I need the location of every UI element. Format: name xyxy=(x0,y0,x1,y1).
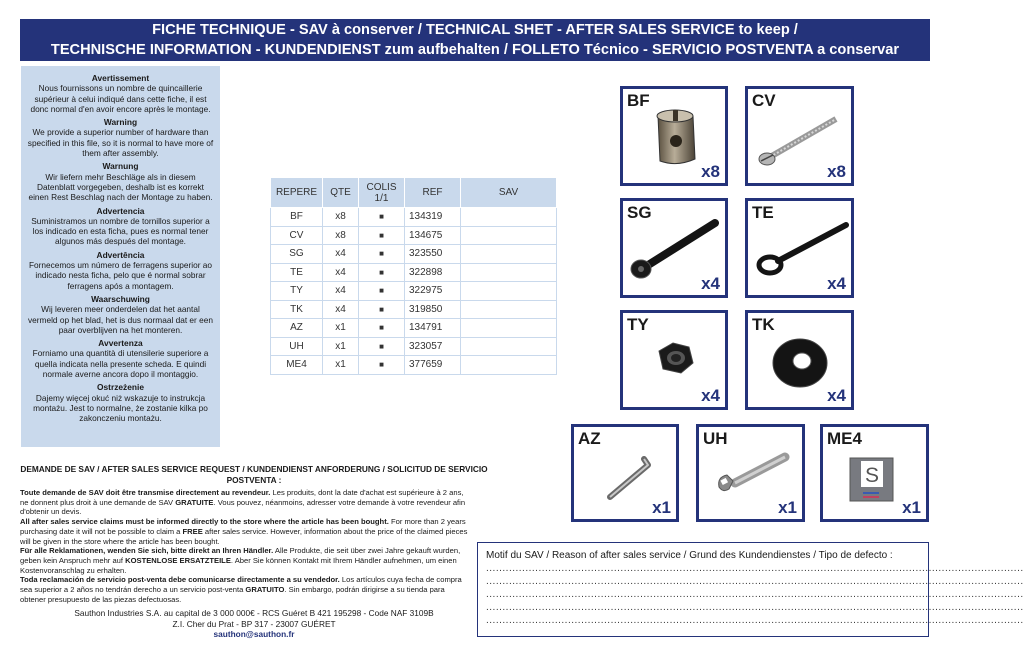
reason-line-2[interactable]: .................................................................................................................................................................... xyxy=(486,576,1024,587)
part-qty: x4 xyxy=(827,274,846,293)
part-qty: x1 xyxy=(902,498,921,517)
company-legal: Sauthon Industries S.A. au capital de 3 000 000€ - RCS Guéret B 421 195298 - Code NAF 3109B xyxy=(74,608,434,618)
cell-sav[interactable] xyxy=(461,263,557,282)
part-box-uh xyxy=(696,424,805,522)
part-code: BF xyxy=(627,91,650,110)
sav-fr-text2: . Vous pouvez, néanmoins, adresser votre demande à votre revendeur afin d'obtenir un devis. xyxy=(20,497,466,517)
cell-ref: 134791 xyxy=(405,319,461,338)
company-address: Z.I. Cher du Prat - BP 317 - 23007 GUÉRET xyxy=(172,618,336,629)
cell-repere: AZ xyxy=(271,319,323,338)
cell-colis: ■ xyxy=(359,263,405,282)
part-qty: x4 xyxy=(701,274,720,293)
table-row xyxy=(271,319,557,338)
cell-ref: 134319 xyxy=(405,208,461,227)
cell-sav[interactable] xyxy=(461,245,557,264)
sav-es-text: Los artículos cuya fecha de compra sea superior a 2 años no tendrán derecho a un servicio post-venta xyxy=(20,575,462,595)
table-row xyxy=(271,337,557,356)
cell-qte: x1 xyxy=(323,337,359,356)
reason-line-1[interactable]: .................................................................................................................................................................... xyxy=(486,563,1024,574)
cell-ref: 322898 xyxy=(405,263,461,282)
part-box-cv xyxy=(745,86,854,186)
sav-es-text2: . Sin embargo, podrán dirigirse a su tienda para obtener presupuesto de las piezas defectuosas. xyxy=(20,585,445,604)
cell-qte: x4 xyxy=(323,245,359,264)
cell-colis: ■ xyxy=(359,300,405,319)
cell-colis: ■ xyxy=(359,319,405,338)
sav-fr-bold: Toute demande de SAV doit être transmise directement au revendeur. xyxy=(20,488,271,497)
part-code: SG xyxy=(627,203,652,222)
cell-qte: x4 xyxy=(323,300,359,319)
sav-en-text: For more than 2 years purchasing date it will not be possible to claim a xyxy=(20,517,466,536)
cell-repere: BF xyxy=(271,208,323,227)
warning-text: Wir liefern mehr Beschläge als in diesem Datenblatt vorgegeben, deshalb ist es korrekt einen Rest Beschlag nach der Montage zu haben. xyxy=(28,171,213,203)
warning-text: Suministramos un nombre de tornillos superior a los indicado en esta ficha, pues es normal tener algunos más después del montage. xyxy=(31,215,210,247)
part-qty: x1 xyxy=(652,498,671,517)
sav-request-text xyxy=(20,488,472,604)
warning-title: Waarschuwing xyxy=(91,293,150,304)
sav-reason-title: Motif du SAV / Reason of after sales service / Grund des Kundendienstes / Tipo de defecto : xyxy=(486,550,893,561)
part-code: ME4 xyxy=(827,429,862,448)
company-footer xyxy=(20,608,488,640)
cell-ref: 323057 xyxy=(405,337,461,356)
table-row xyxy=(271,245,557,264)
part-box-az xyxy=(571,424,679,522)
cell-colis: ■ xyxy=(359,208,405,227)
part-box-me4 xyxy=(820,424,929,522)
warning-text: Forniamo una quantità di utensilerie superiore a quella indicata nella presente scheda. E quindi normale averne ancora dopo il montaggio. xyxy=(32,348,209,380)
cell-qte: x4 xyxy=(323,263,359,282)
sav-de-bold2: KOSTENLOSE ERSATZTEILE xyxy=(125,555,231,565)
warning-text: Dajemy więcej okuć niż wskazuje to instrukcja montażu. Jest to normalne, że zostanie kilka po zakonczeniu montażu. xyxy=(33,392,208,424)
sav-reason-box xyxy=(477,542,1024,637)
cell-ref: 319850 xyxy=(405,300,461,319)
col-colis: COLIS 1/1 xyxy=(359,178,405,208)
part-qty: x8 xyxy=(827,162,846,181)
cell-qte: x1 xyxy=(323,356,359,375)
sav-request-title: DEMANDE DE SAV / AFTER SALES SERVICE REQUEST / KUNDENDIENST ANFORDERUNG / SOLICITUD DE SERVICIO POSTVENTA : xyxy=(20,464,488,485)
sav-de-text: Alle Produkte, die seit über zwei Jahre gekauft wurden, geben kein Anspruch mehr auf xyxy=(20,546,461,565)
cell-repere: CV xyxy=(271,226,323,245)
cell-repere: UH xyxy=(271,337,323,356)
warning-title: Avvertenza xyxy=(98,338,143,349)
cell-colis: ■ xyxy=(359,356,405,375)
col-repere: REPERE xyxy=(271,178,323,208)
part-code: UH xyxy=(703,429,728,448)
table-row xyxy=(271,263,557,282)
part-code: CV xyxy=(752,91,776,110)
part-box-ty xyxy=(620,310,728,410)
part-code: TY xyxy=(627,315,649,334)
warning-text: Fornecemos um número de ferragens superior ao indicado nesta ficha, pelo que é normal sobrar ferragens após a montagem. xyxy=(28,260,213,291)
parts-table xyxy=(270,177,557,375)
cell-colis: ■ xyxy=(359,337,405,356)
cell-repere: ME4 xyxy=(271,356,323,375)
cell-repere: TY xyxy=(271,282,323,301)
cell-ref: 134675 xyxy=(405,226,461,245)
cell-sav[interactable] xyxy=(461,226,557,245)
part-box-te xyxy=(745,198,854,298)
warning-text: Wij leveren meer onderdelen dat het aantal vermeld op het blad, het is dus normaal dat er een paar overblijven na het monteren. xyxy=(28,304,213,335)
reason-line-5[interactable]: .................................................................................................................................................................... xyxy=(486,615,1024,626)
cell-qte: x1 xyxy=(323,319,359,338)
table-row xyxy=(271,226,557,245)
warning-title: Avertissement xyxy=(91,73,150,83)
sav-en-bold: All after sales service claims must be informed directly to the store where the article has been bought. xyxy=(20,517,389,527)
sav-en-text2: after sales service. However, information about the price of the claimed pieces will be given in the store where the article has been bought. xyxy=(20,526,468,546)
warning-title: Warning xyxy=(103,117,138,128)
page-header xyxy=(20,19,930,61)
sav-de-text2: . Aber Sie können Kontakt mit Ihrem Händler aufnehmen, um einen Kostenvoranschlag zu erhalten. xyxy=(20,555,457,575)
warning-title: Warnung xyxy=(102,161,139,172)
table-row xyxy=(271,208,557,227)
cell-sav[interactable] xyxy=(461,356,557,375)
cell-ref: 323550 xyxy=(405,245,461,264)
reason-line-4[interactable]: .................................................................................................................................................................... xyxy=(486,602,1024,613)
cell-colis: ■ xyxy=(359,282,405,301)
reason-line-3[interactable]: .................................................................................................................................................................... xyxy=(486,589,1024,600)
part-code: TK xyxy=(752,315,775,334)
cell-colis: ■ xyxy=(359,245,405,264)
col-sav: SAV xyxy=(461,178,557,208)
cell-repere: SG xyxy=(271,245,323,264)
warning-text: We provide a superior number of hardware than specified in this file, so it is normal to have more of them after assembly. xyxy=(27,127,214,159)
cell-sav[interactable] xyxy=(461,300,557,319)
sav-en-bold2: FREE xyxy=(182,526,203,536)
sav-fr-bold2: GRATUITE xyxy=(175,497,214,507)
cell-sav[interactable] xyxy=(461,208,557,227)
warning-title: Ostrzeżenie xyxy=(96,382,144,393)
warnings-panel xyxy=(21,66,220,447)
cell-sav[interactable] xyxy=(461,337,557,356)
col-qte: QTE xyxy=(323,178,359,208)
header-line-2: TECHNISCHE INFORMATION - KUNDENDIENST zum aufbehalten / FOLLETO Técnico - SERVICIO POSTVENTA a conservar xyxy=(50,42,900,58)
table-row xyxy=(271,300,557,319)
cell-repere: TE xyxy=(271,263,323,282)
warning-title: Advertencia xyxy=(96,205,145,216)
company-email-link[interactable]: sauthon@sauthon.fr xyxy=(213,629,295,639)
part-qty: x1 xyxy=(778,498,797,517)
part-code: AZ xyxy=(578,429,601,448)
cell-sav[interactable] xyxy=(461,319,557,338)
cell-qte: x8 xyxy=(323,208,359,227)
sav-de-bold: Für alle Reklamationen, wenden Sie sich, bitte direkt an Ihren Händler. xyxy=(20,546,274,556)
part-code: TE xyxy=(752,203,774,222)
part-box-tk xyxy=(745,310,854,410)
cell-ref: 322975 xyxy=(405,282,461,301)
cell-sav[interactable] xyxy=(461,282,557,301)
table-body xyxy=(271,208,557,375)
sticker-letter: S xyxy=(864,464,880,487)
table-row xyxy=(271,356,557,375)
cell-repere: TK xyxy=(271,300,323,319)
part-qty: x8 xyxy=(701,162,720,181)
col-ref: REF xyxy=(405,178,461,208)
sav-es-bold2: GRATUITO xyxy=(245,585,285,595)
cell-colis: ■ xyxy=(359,226,405,245)
header-line-1: FICHE TECHNIQUE - SAV à conserver / TECHNICAL SHET - AFTER SALES SERVICE to keep / xyxy=(152,22,798,38)
cell-qte: x4 xyxy=(323,282,359,301)
part-box-bf xyxy=(620,86,728,186)
cell-ref: 377659 xyxy=(405,356,461,375)
part-qty: x4 xyxy=(827,386,846,405)
sav-es-bold: Toda reclamación de servicio post-venta debe comunicarse directamente a su vendedor. xyxy=(20,575,340,585)
table-row xyxy=(271,282,557,301)
warning-text: Nous fournissons un nombre de quincaillerie supérieur à celui indiqué dans cette fiche, il est donc normal d'en avoir encore après le montage. xyxy=(30,83,211,114)
part-qty: x4 xyxy=(701,386,720,405)
warning-title: Advertência xyxy=(96,249,145,260)
part-box-sg xyxy=(620,198,728,298)
table-header-row xyxy=(271,178,557,208)
sav-fr-text: Les produits, dont la date d'achat est supérieure à 2 ans, ne donnent plus droit à une demande de SAV xyxy=(20,488,464,507)
cell-qte: x8 xyxy=(323,226,359,245)
